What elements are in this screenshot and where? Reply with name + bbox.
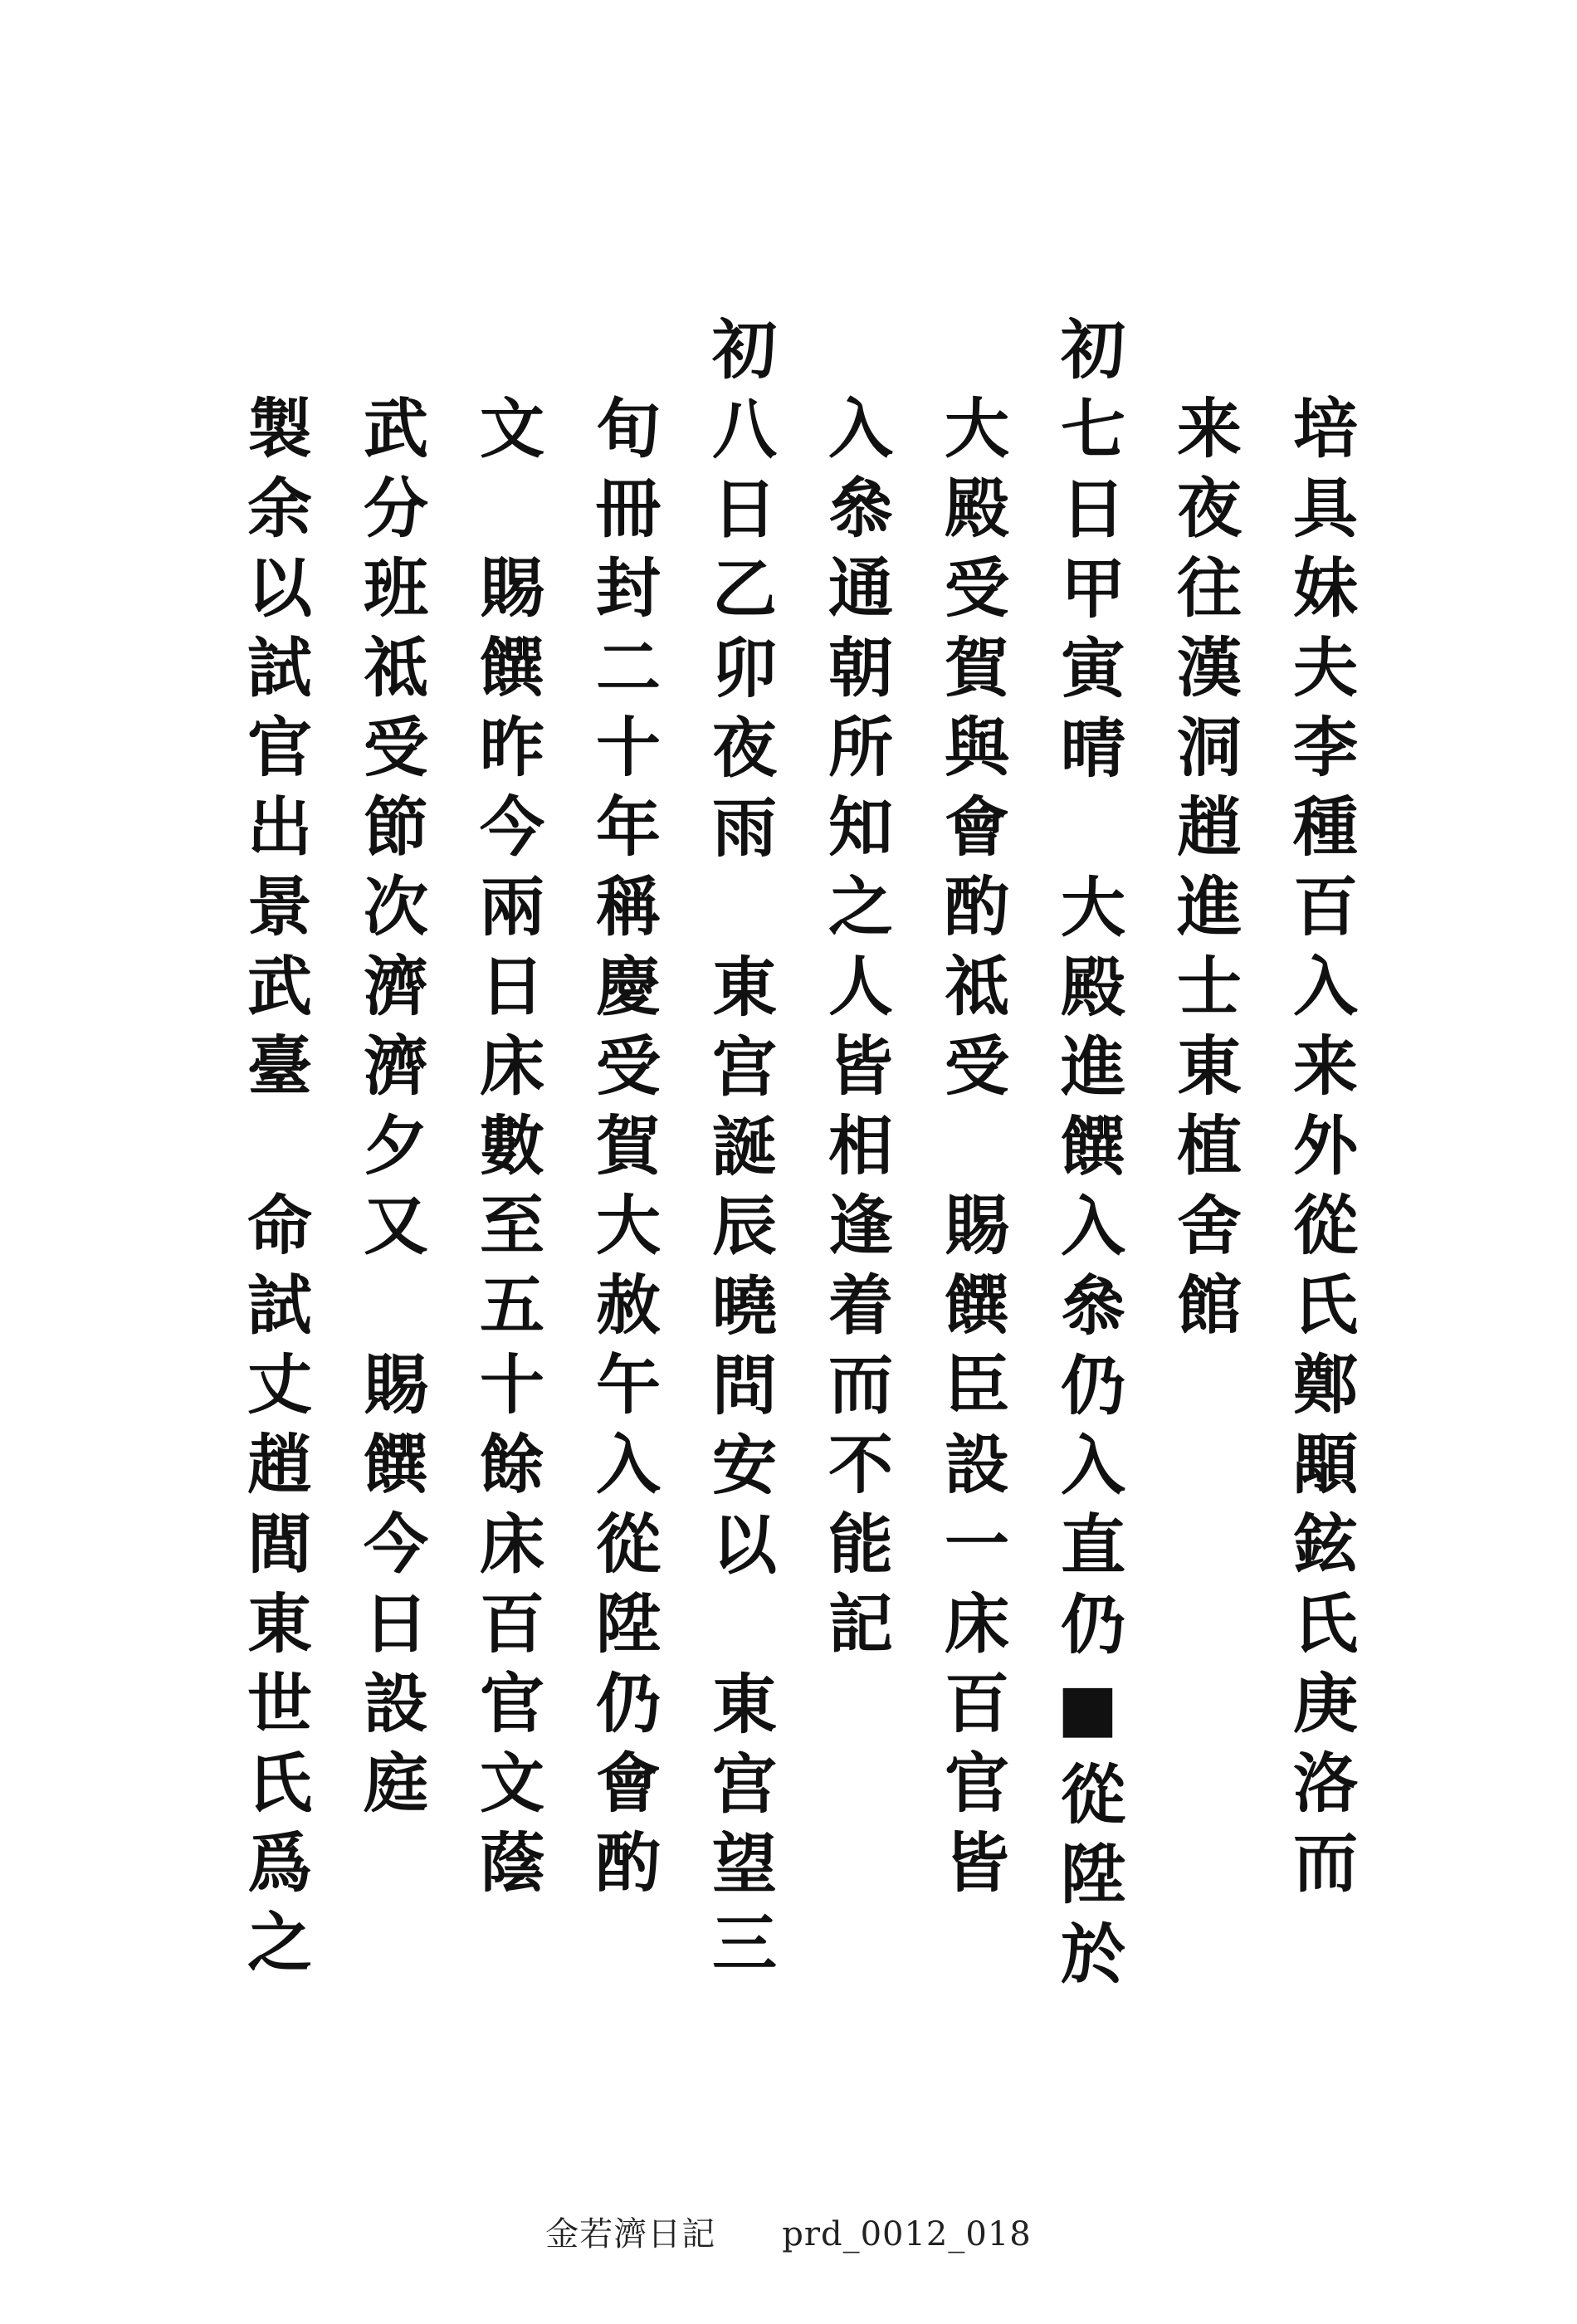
text-column-5: 入叅通朝所知之人皆相逢着而不能記	[818, 394, 893, 1669]
text-column-7: 旬冊封二十年稱慶受賀大赦午入從陞仍會酌	[585, 394, 661, 1908]
footer-page-id: prd_0012_018	[782, 2215, 1032, 2253]
footer-title: 金若濟日記	[545, 2215, 716, 2253]
text-column-4: 大殿受賀與會酌祗受 賜饌臣設一床百官皆	[934, 394, 1009, 1908]
text-column-3: 初七日甲寅晴 大殿進饌入叅仍入直仍■從陞於	[1050, 315, 1125, 1999]
text-column-6: 初八日乙卯夜雨 東宫誕辰曉問安以 東宫望三	[701, 315, 777, 1989]
text-column-9: 武分班祗受節次濟濟夕又 賜饌今日設庭	[353, 394, 428, 1828]
text-column-2: 来夜往漢洞趙進士東植舍館	[1166, 394, 1242, 1350]
text-column-8: 文 賜饌昨今兩日床數至五十餘床百官文蔭	[469, 394, 544, 1908]
text-column-10: 製余以試官出景武臺 命試丈趙閭東世氏爲之	[237, 394, 312, 1988]
text-column-1: 培具妹夫李種百入来外從氏鄭顒鉉氏庚洛而	[1282, 394, 1358, 1908]
vertical-text-block	[224, 315, 1370, 1999]
page-footer	[0, 2208, 1577, 2255]
